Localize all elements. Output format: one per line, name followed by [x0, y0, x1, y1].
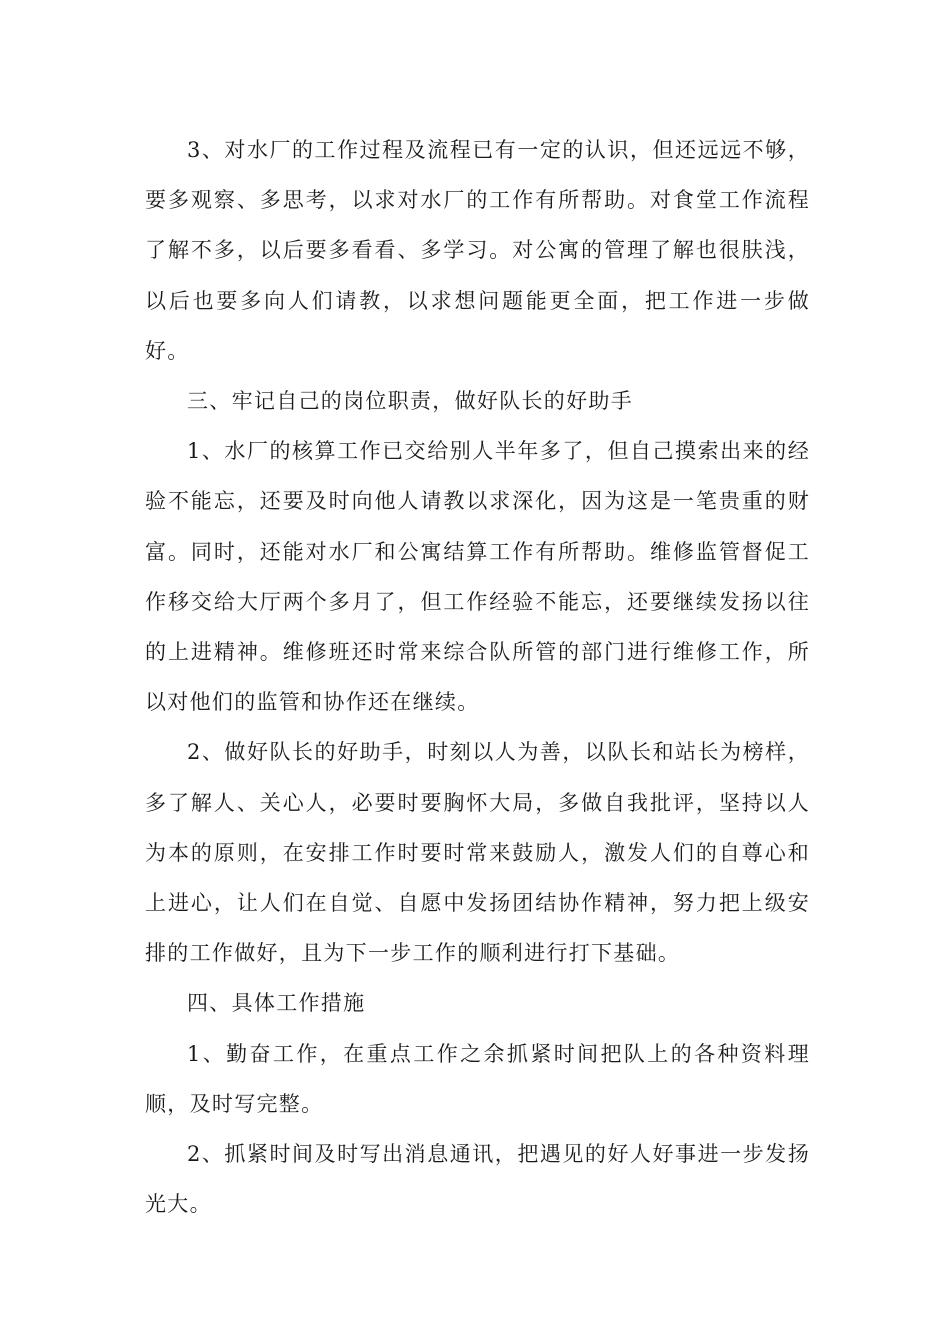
paragraph-news-writing: 2、抓紧时间及时写出消息通讯，把遇见的好人好事进一步发扬光大。 — [145, 1142, 810, 1217]
paragraph-diligent-work: 1、勤奋工作，在重点工作之余抓紧时间把队上的各种资料理顺，及时写完整。 — [145, 1041, 810, 1116]
paragraph-accounting-handover: 1、水厂的核算工作已交给别人半年多了，但自己摸索出来的经验不能忘，还要及时向他人请教以求深化，因为这是一笔贵重的财富。同时，还能对水厂和公寓结算工作有所帮助。维修监管督促工作移交给大厅两个多月了，但工作经验不能忘，还要继续发扬以往的上进精神。维修班还时常来综合队所管的部门进行维修工作，所以对他们的监管和协作还在继续。 — [145, 439, 810, 715]
section-heading-three: 三、牢记自己的岗位职责，做好队长的好助手 — [187, 389, 633, 414]
paragraph-assistant-role: 2、做好队长的好助手，时刻以人为善，以队长和站长为榜样，多了解人、关心人，必要时要胸怀大局，多做自我批评，坚持以人为本的原则，在安排工作时要时常来鼓励人，激发人们的自尊心和上进心，让人们在自觉、自愿中发扬团结协作精神，努力把上级安排的工作做好，且为下一步工作的顺利进行打下基础。 — [145, 740, 810, 966]
paragraph-water-plant-understanding: 3、对水厂的工作过程及流程已有一定的认识，但还远远不够，要多观察、多思考，以求对水厂的工作有所帮助。对食堂工作流程了解不多，以后要多看看、多学习。对公寓的管理了解也很肤浅，以后也要多向人们请教，以求想问题能更全面，把工作进一步做好。 — [145, 138, 810, 363]
document-body — [145, 125, 810, 1229]
section-heading-four: 四、具体工作措施 — [187, 991, 366, 1016]
